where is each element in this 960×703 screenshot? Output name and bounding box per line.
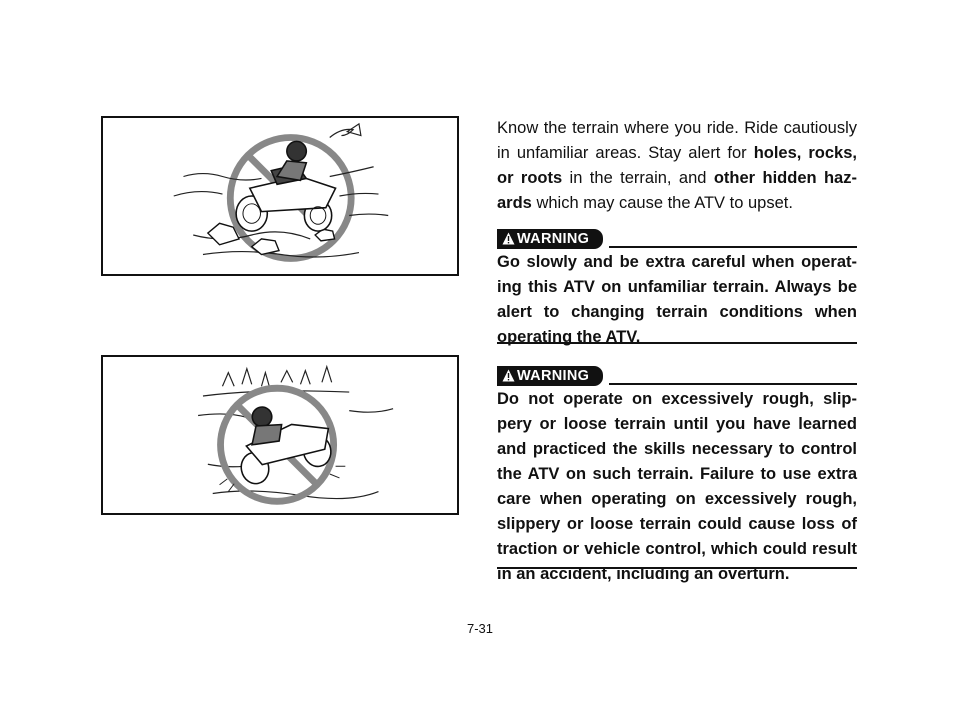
warning-triangle-icon (502, 232, 515, 245)
warning-end-rule (497, 342, 857, 344)
warning-end-rule (497, 567, 857, 569)
warning-text-2: Do not operate on excessively rough, slip-pery or loose terrain until you have learned and practiced the skills necessary to control the ATV on such terrain. Failure to use extra care when operating on excessively rough, slippery or loose terrain could cause loss of traction or vehicle control, which could result in an accident, including an overturn. (497, 390, 857, 583)
intro-paragraph-block (497, 116, 857, 216)
warning-header-rule (609, 383, 857, 385)
atv-rough-terrain-drawing (103, 118, 457, 274)
warning-header-2 (497, 366, 857, 386)
illustration-slippery-terrain (101, 355, 459, 515)
page-number: 7-31 (466, 621, 494, 636)
atv-slippery-terrain-drawing (103, 357, 457, 513)
illustration-rough-terrain (101, 116, 459, 276)
warning-triangle-icon (502, 369, 515, 382)
intro-emphasis-1: holes, rocks, or roots (497, 144, 857, 187)
warning-badge (497, 229, 603, 249)
intro-text-1: Know the terrain where you ride. Ride cautiously in unfamiliar areas. Stay alert for (497, 119, 857, 162)
intro-emphasis-2: other hidden haz-ards (497, 169, 857, 212)
warning-label: WARNING (517, 231, 590, 247)
warning-text-1: Go slowly and be extra careful when operat-ing this ATV on unfamiliar terrain. Always be alert to changing terrain conditions when operating the ATV. (497, 253, 857, 346)
warning-header-1 (497, 229, 857, 249)
warning-badge (497, 366, 603, 386)
warning-label: WARNING (517, 368, 590, 384)
warning-header-rule (609, 246, 857, 248)
intro-text-3: which may cause the ATV to upset. (531, 194, 793, 212)
intro-text-2: in the terrain, and (562, 169, 714, 187)
intro-paragraph (497, 116, 857, 216)
